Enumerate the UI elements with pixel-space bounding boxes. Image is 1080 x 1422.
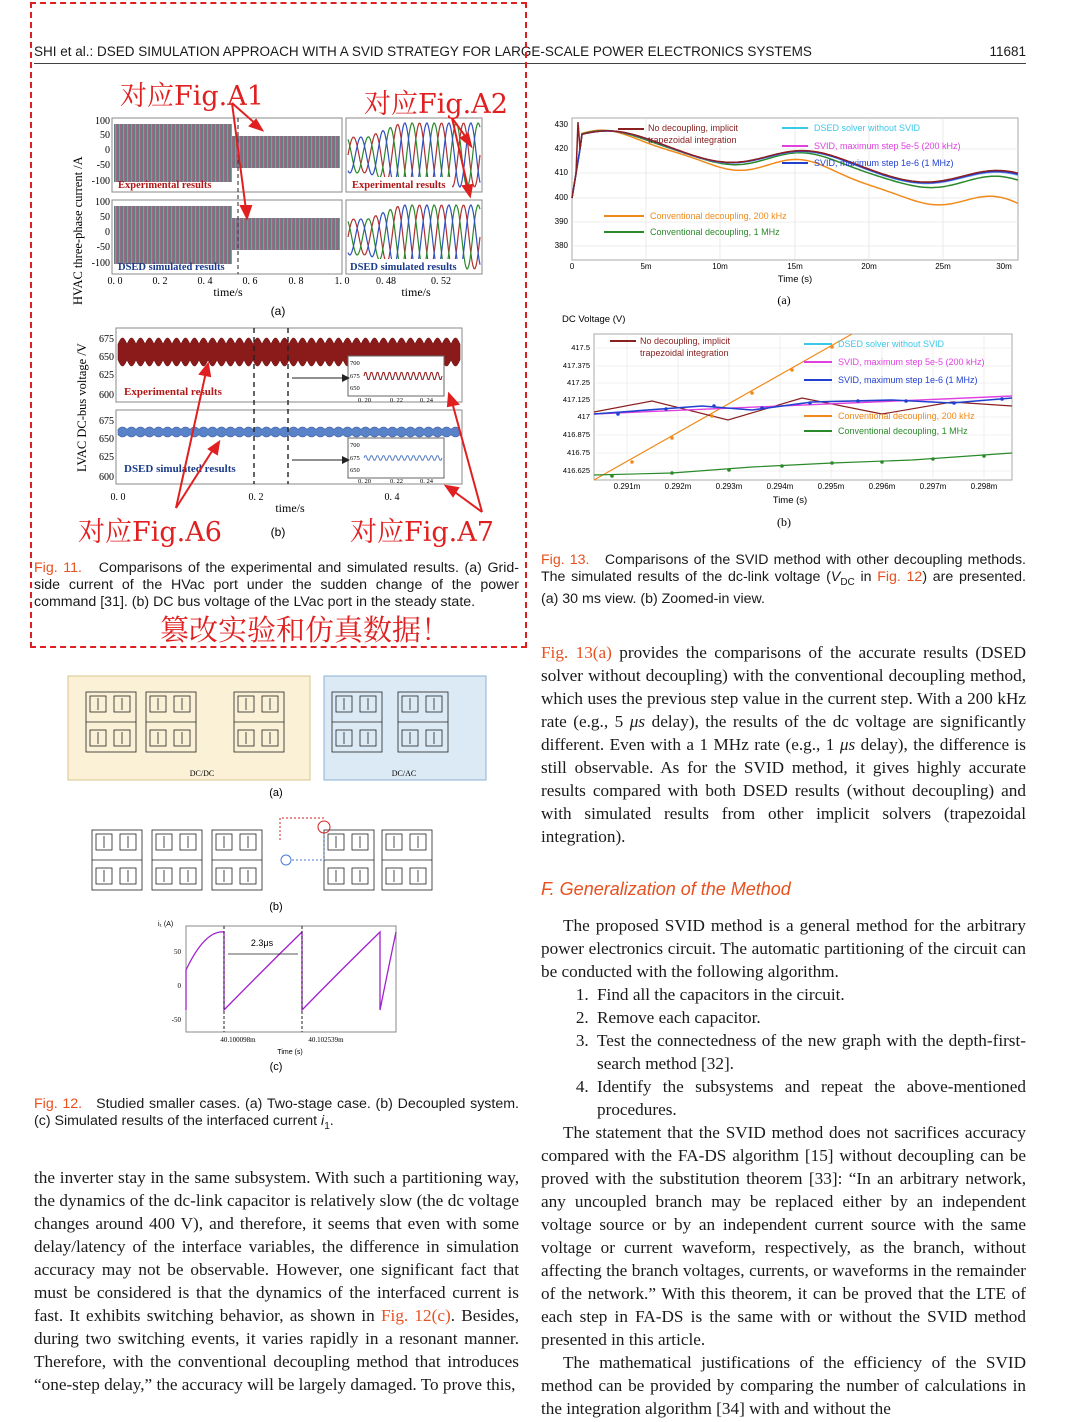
svg-text:0. 0: 0. 0 (107, 276, 123, 287)
fig13b-marker (904, 399, 908, 403)
fig11a-sim-right-label: DSED simulated results (350, 262, 457, 273)
fig13b-marker (808, 401, 812, 405)
fig11a-panel-label: (a) (270, 304, 286, 318)
fig13a-yticks (555, 120, 569, 250)
svg-text:0. 24: 0. 24 (420, 397, 433, 404)
svg-text:Conventional decoupling, 1 MHz: Conventional decoupling, 1 MHz (838, 426, 968, 436)
right-paragraph-4: The mathematical justifications of the efficiency of the SVID method can be provided by comparing the number of calculations in the integration algorithm [34] with and without the (541, 1353, 1026, 1418)
step-item: 3. Test the connectedness of the new graph with the depth-first-search method [32]. (593, 1029, 1026, 1075)
fig11a-sim-label: DSED simulated results (118, 262, 225, 273)
svg-text:0.292m: 0.292m (664, 482, 692, 491)
svg-text:700: 700 (350, 360, 360, 367)
svg-text:0. 4: 0. 4 (197, 276, 213, 287)
fig13a-link[interactable]: Fig. 13(a) (541, 643, 612, 662)
svg-text:417.25: 417.25 (567, 378, 590, 387)
svg-text:0: 0 (569, 262, 575, 271)
fig13b-marker (982, 454, 986, 458)
fig12a-dcac-block (324, 676, 486, 780)
step-item: 4. Identify the subsystems and repeat the above-mentioned procedures. (593, 1075, 1026, 1121)
figure-13b-chart (552, 310, 1026, 535)
svg-text:10m: 10m (712, 262, 728, 271)
fig13b-marker (616, 412, 620, 416)
svg-text:0. 22: 0. 22 (390, 478, 403, 485)
svg-text:DSED solver without SVID: DSED solver without SVID (814, 123, 921, 133)
fig11-caption-label: Fig. 11. (34, 560, 82, 576)
svg-text:-50: -50 (96, 160, 110, 171)
svg-text:0.298m: 0.298m (970, 482, 998, 491)
fig11-caption-text: Comparisons of the experimental and simulated results. (a) Grid-side current of the HVac port under the sudden change of the power command [31]. (b) DC bus voltage of the LVac port in the steady state. (34, 560, 520, 610)
fig12a-dcac-label: DC/AC (391, 769, 417, 778)
svg-text:650: 650 (350, 385, 360, 392)
fig13b-marker (880, 460, 884, 464)
svg-text:-50: -50 (96, 242, 110, 253)
fig13b-marker (670, 436, 674, 440)
svg-text:SVID, maximum step 5e-5 (200 k: SVID, maximum step 5e-5 (200 kHz) (814, 141, 961, 151)
svg-text:100: 100 (95, 197, 110, 208)
fig12-caption: Fig. 12. Studied smaller cases. (a) Two-stage case. (b) Decoupled system. (c) Simulated results of the interfaced current $i_1$. (34, 1096, 519, 1132)
fig13b-marker (727, 468, 731, 472)
svg-text:-100: -100 (91, 176, 110, 187)
fig13b-marker (664, 407, 668, 411)
annotation-fig-a6: 对应Fig.A6 (78, 517, 222, 548)
svg-text:-100: -100 (91, 258, 110, 269)
svg-text:Conventional decoupling, 1 MHz: Conventional decoupling, 1 MHz (650, 227, 780, 237)
svg-text:600: 600 (99, 472, 114, 483)
fig12b-panel-label: (b) (269, 901, 283, 913)
svg-text:410: 410 (554, 168, 568, 177)
svg-text:700: 700 (350, 442, 360, 449)
svg-text:417.125: 417.125 (562, 395, 590, 404)
fig11a-ylabel: HVAC three-phase current /A (71, 156, 85, 305)
svg-text:417.375: 417.375 (562, 361, 590, 370)
svg-text:650: 650 (99, 352, 114, 363)
right-paragraph-1: Fig. 13(a) provides the comparisons of the accurate results (DSED solver without decoupling) with the conventional decoupling method, which uses the previous step value in the current step. With a 200 kHz rate (e.g., 5 μs delay), the results of the dc voltage are significantly different. Even with a 1 MHz rate (e.g., 1 μs delay), the difference is still observable. As for the SVID method, it gives highly accurate results compared with both DSED results (without decoupling) and with simulated results from other implicit solvers (trapezoidal integration). (541, 643, 1027, 846)
fig13a-xticks (570, 262, 1012, 271)
fig13a-panel-label: (a) (777, 293, 791, 307)
svg-text:0: 0 (105, 145, 110, 156)
svg-text:0.294m: 0.294m (766, 482, 794, 491)
svg-text:0. 8: 0. 8 (288, 276, 304, 287)
svg-text:416.625: 416.625 (562, 466, 590, 475)
fig13b-marker (1000, 397, 1004, 401)
svg-text:0. 24: 0. 24 (420, 478, 433, 485)
svg-text:0. 2: 0. 2 (152, 276, 168, 287)
fig13b-marker (610, 474, 614, 478)
svg-text:417: 417 (577, 412, 590, 421)
fig12c-period-annotation: 2.3μs (250, 938, 274, 948)
fig12c-yticks (172, 948, 182, 1024)
running-title: SHI et al.: DSED SIMULATION APPROACH WITH A SVID STRATEGY FOR LARGE-SCALE POWER ELECTRONICS SYSTEMS (34, 44, 812, 59)
svg-text:600: 600 (99, 390, 114, 401)
svg-text:625: 625 (99, 452, 114, 463)
fig12a-panel-label: (a) (269, 787, 283, 799)
svg-text:40.102539m: 40.102539m (308, 1036, 344, 1044)
annotation-fig-a2: 对应Fig.A2 (364, 89, 508, 120)
svg-text:0. 2: 0. 2 (248, 492, 264, 503)
fig11b-ylabel: LVAC DC-bus voltage /V (75, 343, 89, 472)
fig13b-yticks (563, 343, 590, 475)
fig13b-marker (750, 391, 754, 395)
fig11b-sim-label: DSED simulated results (124, 463, 236, 475)
svg-text:trapezoidal integration: trapezoidal integration (648, 135, 737, 145)
fig12c-panel-label: (c) (269, 1061, 283, 1073)
right-paragraph-2: The proposed SVID method is a general method for the arbitrary power electronics circuit. The automatic partitioning of the circuit can be conducted with the following algorithm. (541, 916, 1026, 981)
svg-text:DSED solver without SVID: DSED solver without SVID (838, 339, 945, 349)
fig13a-xlabel: Time (s) (777, 274, 813, 285)
fig12-caption-label: Fig. 12. (34, 1096, 83, 1112)
svg-text:-50: -50 (171, 1016, 181, 1024)
svg-text:0. 20: 0. 20 (358, 397, 371, 404)
left-column-text (34, 1166, 519, 1396)
fig12c-xlabel: Time (s) (277, 1049, 303, 1056)
svg-text:650: 650 (350, 467, 360, 474)
svg-text:50: 50 (100, 130, 110, 141)
fig13b-marker (712, 404, 716, 408)
annotation-fig-a1: 对应Fig.A1 (120, 81, 264, 112)
fig13-caption-link[interactable]: Fig. 12 (877, 569, 923, 585)
right-paragraph-3: The statement that the SVID method does not sacrifices accuracy compared with the FA-DS algorithm [15] without decoupling can be proved with the substitution theorem [33]: “In an arbitrary network, any uncoupled branch may be replaced either by an independent voltage source or by an independent current source with the same voltage or current waveform, respectively, as the branch, without affecting the branch voltages, currents, or waveforms in the remainder of the network.” With this theorem, it can be proved that the LTE of each step in FA-DS is the same with or without the SVID method presented in this article. (541, 1123, 1026, 1349)
fig12c-xticks (220, 1036, 344, 1044)
svg-text:625: 625 (99, 370, 114, 381)
svg-text:50: 50 (174, 948, 181, 956)
fig13b-marker (710, 414, 714, 418)
fig12a-dcdc-block (68, 676, 310, 780)
fig13-caption-label: Fig. 13. (541, 552, 590, 568)
svg-text:0. 6: 0. 6 (242, 276, 258, 287)
fig13b-marker (931, 457, 935, 461)
svg-text:430: 430 (554, 120, 568, 129)
svg-text:380: 380 (554, 241, 568, 250)
fig11a-xlabel-right: time/s (401, 285, 431, 299)
svg-text:0.291m: 0.291m (613, 482, 641, 491)
fig13b-title: DC Voltage (V) (562, 314, 626, 325)
svg-text:675: 675 (99, 334, 114, 345)
fig13b-marker (952, 401, 956, 405)
fig11a-exp-label: Experimental results (118, 180, 212, 191)
svg-text:15m: 15m (787, 262, 803, 271)
svg-text:100: 100 (95, 116, 110, 127)
svg-text:0.296m: 0.296m (868, 482, 896, 491)
fig13b-marker (830, 345, 834, 349)
svg-text:Conventional decoupling, 200 k: Conventional decoupling, 200 kHz (838, 411, 975, 421)
figure-13a (552, 112, 1026, 312)
svg-text:390: 390 (554, 217, 568, 226)
fig13-caption: Fig. 13. Comparisons of the SVID method with other decoupling methods. The simulated results of the dc-link voltage ($V_{DC}$ in Fig. 12) are presented. (a) 30 ms view. (b) Zoomed-in view. (541, 552, 1026, 607)
fig11a-exp-right-label: Experimental results (352, 180, 446, 191)
svg-text:0. 52: 0. 52 (431, 276, 451, 287)
fig13b-marker (830, 461, 834, 465)
fig12c-ylabel: i₁ (A) (158, 921, 174, 928)
svg-text:650: 650 (99, 434, 114, 445)
svg-text:No decoupling, implicit: No decoupling, implicit (640, 336, 731, 346)
svg-text:0. 4: 0. 4 (384, 492, 400, 503)
fig13b-marker (670, 471, 674, 475)
svg-text:400: 400 (554, 193, 568, 202)
page-number: 11681 (989, 44, 1026, 59)
annotation-tamper-claim: 篡改实验和仿真数据！ (160, 613, 451, 647)
svg-text:SVID, maximum step 1e-6 (1 MHz: SVID, maximum step 1e-6 (1 MHz) (838, 375, 978, 385)
figure-13b (552, 310, 1026, 535)
fig11b-exp-label: Experimental results (124, 386, 222, 398)
svg-text:5m: 5m (640, 262, 652, 271)
figure-13a-chart (552, 112, 1026, 312)
figure-12-schematics (62, 670, 492, 1080)
svg-text:SVID, maximum step 5e-5 (200 k: SVID, maximum step 5e-5 (200 kHz) (838, 357, 985, 367)
svg-text:SVID, maximum step 1e-6 (1 MHz: SVID, maximum step 1e-6 (1 MHz) (814, 158, 954, 168)
svg-text:0.297m: 0.297m (919, 482, 947, 491)
fig12b-circuit (92, 830, 432, 890)
right-column-text (541, 641, 1026, 1420)
fig13b-xlabel: Time (s) (772, 495, 808, 506)
svg-text:420: 420 (554, 144, 568, 153)
svg-text:50: 50 (100, 212, 110, 223)
fig12c-link[interactable]: Fig. 12(c) (380, 1306, 451, 1325)
fig13b-xticks (614, 482, 998, 491)
svg-text:675: 675 (350, 455, 360, 462)
svg-text:No decoupling, implicit: No decoupling, implicit (648, 123, 739, 133)
left-paragraph: the inverter stay in the same subsystem. With such a partitioning way, the dynamics of the dc-link capacitor is relatively slow (the dc voltage changes around 400 V), and therefore, it seems that even with some delay/latency of the interface variables, the difference in simulation accuracy may not be observable. However, one significant fact that must be considered is that the dynamics of the interfaced current is fast. It exhibits switching behavior, as shown in Fig. 12(c). Besides, during two switching events, it varies rapidly in a resonant manner. Therefore, with the conventional decoupling method that introduces “one-step delay,” the accuracy will be largely damaged. To prove this, (34, 1168, 519, 1394)
section-heading: F. Generalization of the Method (541, 879, 791, 899)
fig13b-marker (780, 464, 784, 468)
svg-text:25m: 25m (935, 262, 951, 271)
fig11b-xlabel: time/s (275, 501, 305, 515)
figure-12 (62, 670, 492, 1080)
svg-text:trapezoidal integration: trapezoidal integration (640, 348, 729, 358)
fig13b-panel-label: (b) (777, 515, 791, 529)
svg-text:30m: 30m (996, 262, 1012, 271)
step-item: 1. Find all the capacitors in the circuit. (593, 983, 1026, 1006)
fig12a-dcdc-label: DC/DC (189, 769, 215, 778)
svg-text:1. 0: 1. 0 (334, 276, 350, 287)
svg-text:0: 0 (177, 982, 181, 990)
fig13b-marker (760, 406, 764, 410)
svg-text:0. 48: 0. 48 (376, 276, 396, 287)
fig12b-current-source (281, 855, 291, 865)
svg-text:0. 20: 0. 20 (358, 478, 371, 485)
svg-text:0.295m: 0.295m (817, 482, 845, 491)
svg-text:416.875: 416.875 (562, 430, 590, 439)
svg-text:Conventional decoupling, 200 k: Conventional decoupling, 200 kHz (650, 211, 787, 221)
svg-text:417.5: 417.5 (571, 343, 590, 352)
svg-text:416.75: 416.75 (567, 448, 590, 457)
svg-text:40.100098m: 40.100098m (220, 1036, 256, 1044)
fig13b-marker (856, 399, 860, 403)
svg-text:0. 0: 0. 0 (110, 492, 126, 503)
annotation-fig-a7: 对应Fig.A7 (350, 517, 494, 548)
svg-text:0. 22: 0. 22 (390, 397, 403, 404)
partition-steps (541, 983, 1026, 1121)
svg-text:675: 675 (99, 416, 114, 427)
svg-text:20m: 20m (861, 262, 877, 271)
svg-text:0: 0 (105, 227, 110, 238)
svg-text:675: 675 (350, 373, 360, 380)
fig13b-marker (790, 368, 794, 372)
fig11a-xlabel-left: time/s (213, 285, 243, 299)
fig13b-marker (630, 460, 634, 464)
svg-text:0.293m: 0.293m (715, 482, 743, 491)
fig11b-panel-label: (b) (270, 525, 286, 539)
step-item: 2. Remove each capacitor. (593, 1006, 1026, 1029)
